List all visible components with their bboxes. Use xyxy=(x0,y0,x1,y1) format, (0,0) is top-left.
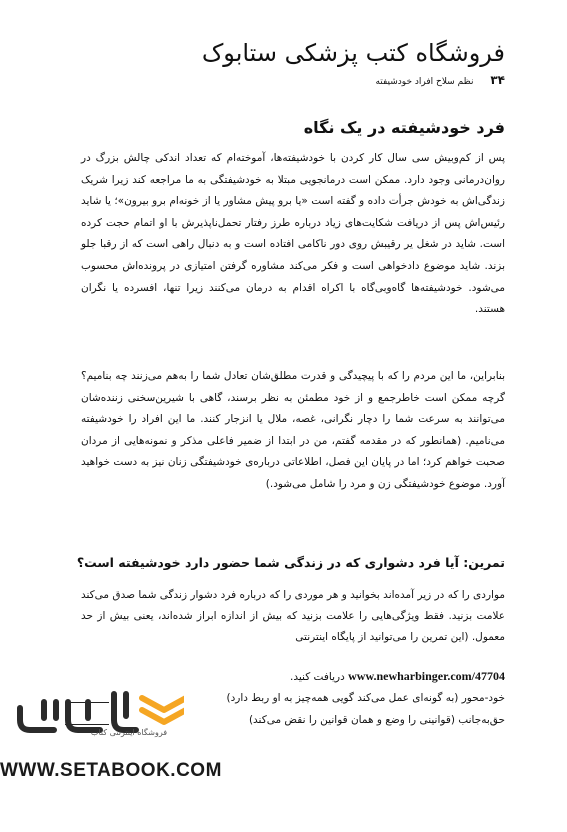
section-title: فرد خودشیفته در یک نگاه xyxy=(303,118,505,137)
watermark-caption: فروشگاه اینترنتی کتاب xyxy=(90,728,168,737)
paragraph-2: بنابراین، ما این مردم را که با پیچیدگی و قدرت مطلق‌شان تعادل شما را به‌هم می‌زنند چه بنامیم؟ گرچه ممکن است خاطرجمع و از خود مطمئن به نظر برسند، گاهی با شیرین‌سخنی زننده‌شان می‌توانند به سرعت شما را دچار نگرانی، غصه، ملال یا انزجار کنند. ما این افراد را خودشیفته می‌نامیم. (همانطور که در مقدمه گفتم، من در ابتدا از ضمیر فاعلی مذکر و نمونه‌هایی از مردان صحبت خواهم کرد؛ اما در پایان این فصل، اطلاعاتی درباره‌ی خودشیفتگی زنان نیز به دست خواهید آورد. موضوع خودشیفتگی زن و مرد را شامل می‌شود.) xyxy=(81,370,505,490)
running-head xyxy=(45,73,505,89)
exercise-url-link[interactable]: www.newharbinger.com/47704 xyxy=(348,669,505,683)
exercise-url-suffix: دریافت کنید. xyxy=(290,671,345,683)
paragraph-1: پس از کم‌وبیش سی سال کار کردن با خودشیفته‌ها، آموخته‌ام که تعداد اندکی چالش بزرگ در روان‌درمانی وجود دارد. ممکن است درمانجویی مبتلا به خودشیفتگی به ما مراجعه کند زیرا شریک زندگی‌اش به خودش جرأت داده و گفته است «یا برو پیش مشاور یا از خونه‌ام برو بیرون»؛ یا شاید رئیس‌اش پس از دریافت شکایت‌های زیاد درباره طرز رفتار تحمل‌ناپذیرش با او اتمام حجت کرده است. شاید در شغل یر رقیبش روی دور ناکامی افتاده است و به دنبال راهی است که از رقبا جلو بزند. شاید موضوع دادخواهی است و فکر می‌کند مشاوره گرفتن امتیازی در پرونده‌اش محسوب می‌شود. خودشیفته‌ها گاه‌وبی‌گاه با اکراه اقدام به درمان می‌کنند زیرا تنها، افسرده یا نگران هستند. xyxy=(81,152,505,316)
chapter-running-title: نظم سلاح افراد خودشیفته xyxy=(375,77,474,87)
checklist-item-text: خود-محور (به گونه‌ای عمل می‌کند گویی همه‌چیز به او ربط دارد) xyxy=(226,692,505,704)
exercise-title: تمرین: آیا فرد دشواری که در زندگی شما حضور دارد خودشیفته است؟ xyxy=(76,555,505,570)
watermark-url: WWW.SETABOOK.COM xyxy=(0,760,222,781)
page-number: ۳۴ xyxy=(490,73,505,87)
store-title: فروشگاه کتب پزشکی ستابوک xyxy=(201,39,505,67)
checklist-item-text: حق‌به‌جانب (قوانینی را وضع و همان قوانین را نقض می‌کند) xyxy=(248,714,505,726)
exercise-instructions: مواردی را که در زیر آمده‌اند بخوانید و هر موردی را که درباره فرد دشوار زندگی شما صدق می‌کند علامت بزنید. فقط ویژگی‌هایی را علامت بزنید که بیش از اندازه ابراز شده‌اند، یعنی بیش از حد معمول. (این تمرین را می‌توانید از پایگاه اینترنتی xyxy=(81,589,505,643)
setabook-logo-icon xyxy=(14,680,184,750)
